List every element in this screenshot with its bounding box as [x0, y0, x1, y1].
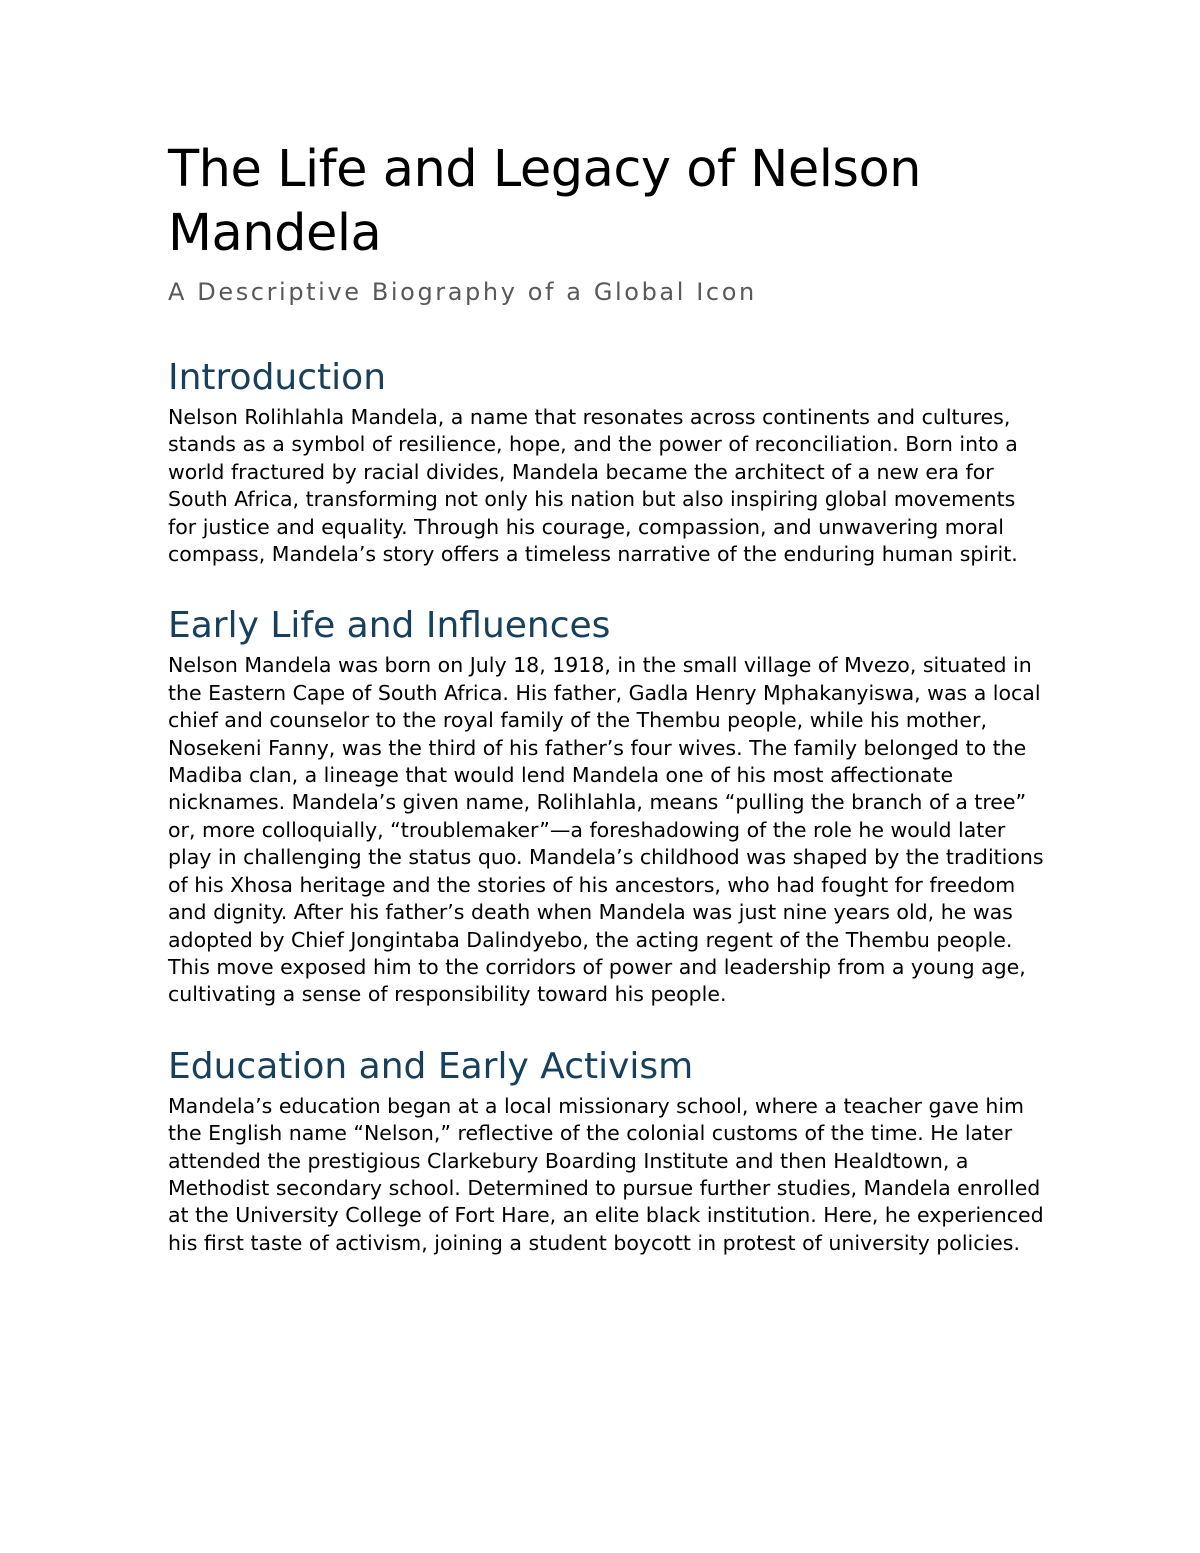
document-page	[168, 138, 1048, 1257]
section-paragraph: Nelson Mandela was born on July 18, 1918, in the small village of Mvezo, situated in the Eastern Cape of South Africa. His father, Gadla Henry Mphakanyiswa, was a local chief and counselor to the royal family of the Thembu people, while his mother, Nosekeni Fanny, was the third of his father’s four wives. The family belonged to the Madiba clan, a lineage that would lend Mandela one of his most affectionate nicknames. Mandela’s given name, Rolihlahla, means “pulling the branch of a tree” or, more colloquially, “troublemaker”—a foreshadowing of the role he would later play in challenging the status quo. Mandela’s childhood was shaped by the traditions of his Xhosa heritage and the stories of his ancestors, who had fought for freedom and dignity. After his father’s death when Mandela was just nine years old, he was adopted by Chief Jongintaba Dalindyebo, the acting regent of the Thembu people. This move exposed him to the corridors of power and leadership from a young age, cultivating a sense of responsibility toward his people.	[168, 653, 1044, 1007]
section-paragraph: Mandela’s education began at a local missionary school, where a teacher gave him the English name “Nelson,” reflective of the colonial customs of the time. He later attended the prestigious Clarkebury Boarding Institute and then Healdtown, a Methodist secondary school. Determined to pursue further studies, Mandela enrolled at the University College of Fort Hare, an elite black institution. Here, he experienced his first taste of activism, joining a student boycott in protest of university policies.	[168, 1093, 1044, 1255]
document-subtitle: A Descriptive Biography of a Global Icon	[168, 278, 757, 306]
section-heading: Education and Early Activism	[168, 1045, 694, 1087]
section-heading: Introduction	[168, 357, 387, 398]
section-introduction	[168, 356, 1048, 568]
document-title: The Life and Legacy of Nelson Mandela	[168, 140, 921, 263]
section-paragraph: Nelson Rolihlahla Mandela, a name that resonates across continents and cultures, stands as a symbol of resilience, hope, and the power of reconciliation. Born into a world fractured by racial divides, Mandela became the architect of a new era for South Africa, transforming not only his nation but also inspiring global movements for justice and equality. Through his courage, compassion, and unwavering moral compass, Mandela’s story offers a timeless narrative of the enduring human spirit.	[168, 405, 1018, 567]
section-education	[168, 1045, 1048, 1257]
section-heading: Early Life and Influences	[168, 605, 611, 647]
section-early-life	[168, 604, 1048, 1008]
